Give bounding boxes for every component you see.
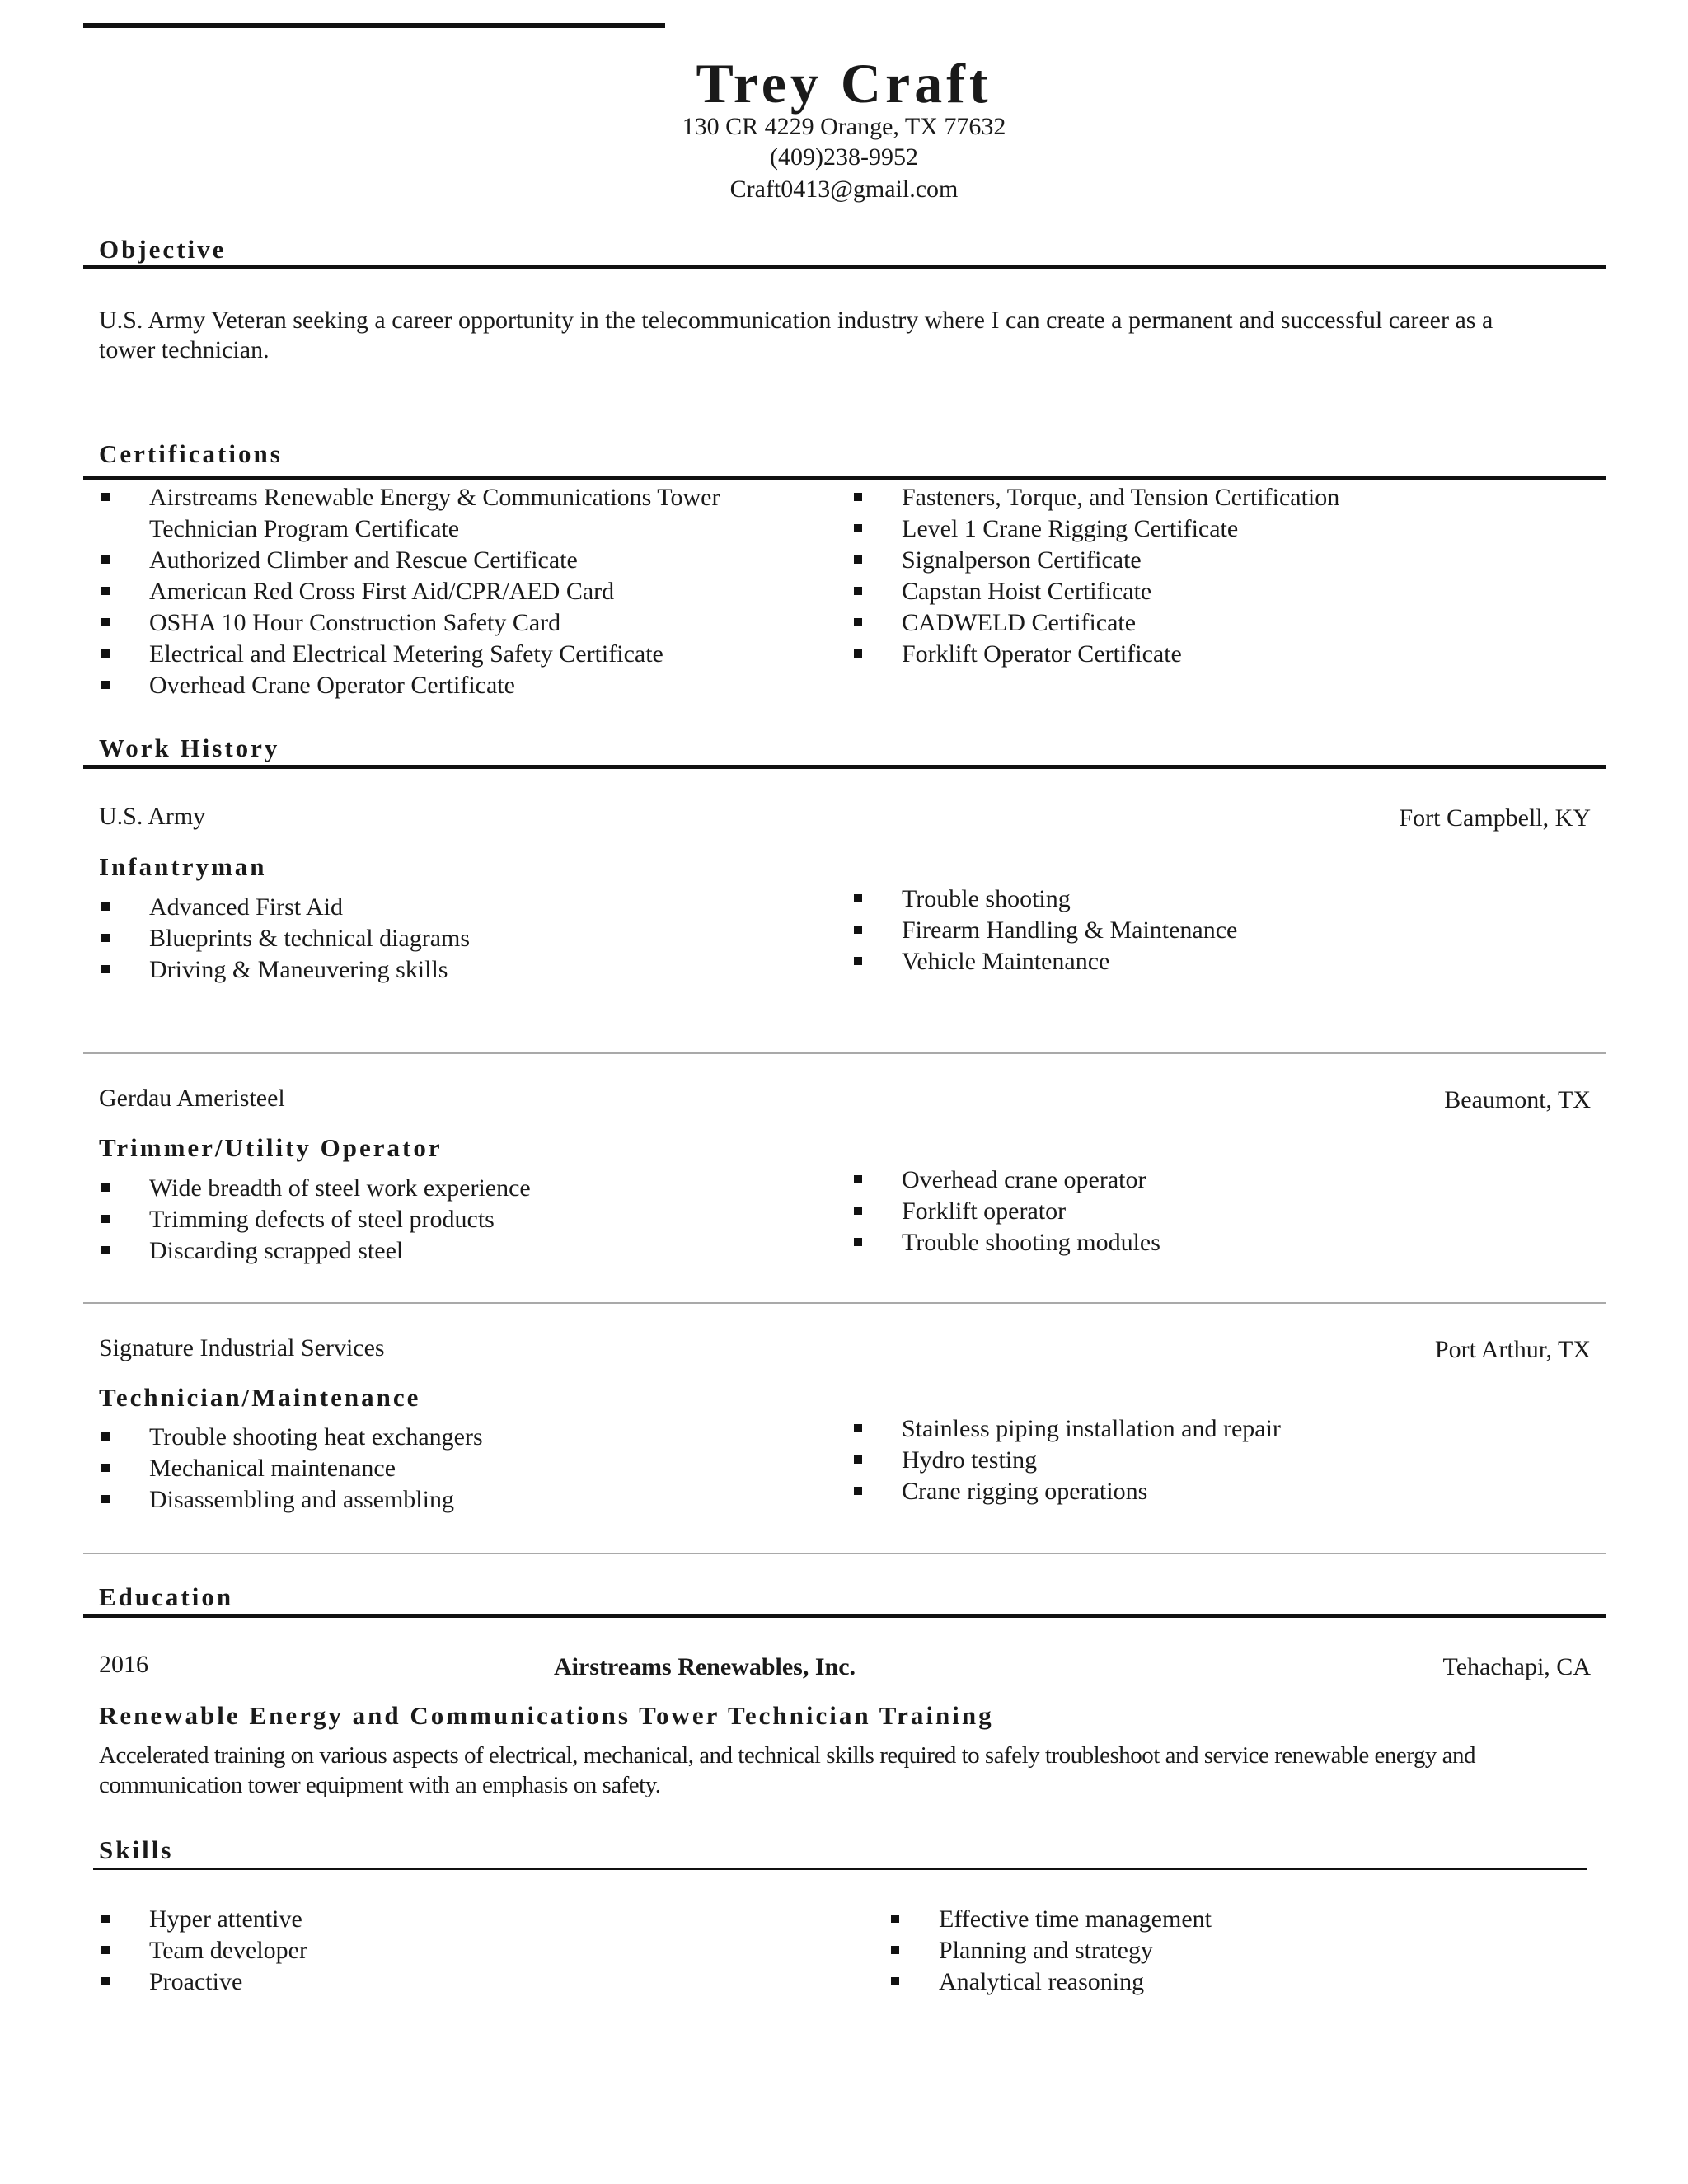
list-item: Discarding scrapped steel xyxy=(99,1235,799,1267)
school-location: Tehachapi, CA xyxy=(1442,1653,1591,1680)
list-item: Proactive xyxy=(99,1966,799,1998)
objective-heading: Objective xyxy=(99,235,227,264)
list-item: Signalperson Certificate xyxy=(851,545,1593,576)
objective-text: U.S. Army Veteran seeking a career opportunity in the telecommunication industry where I can create a permanent and successful career as a tower technician. xyxy=(99,307,1493,363)
certifications-right-list xyxy=(851,482,1593,670)
list-item: Overhead crane operator xyxy=(851,1165,1593,1196)
certifications-left-list xyxy=(99,482,799,701)
job-duties-left xyxy=(99,1422,799,1516)
top-rule xyxy=(83,23,665,28)
list-item: Fasteners, Torque, and Tension Certification xyxy=(851,482,1593,513)
list-item: Driving & Maneuvering skills xyxy=(99,954,799,986)
list-item: Hydro testing xyxy=(851,1445,1593,1476)
list-item: Effective time management xyxy=(889,1904,1597,1935)
list-item: Forklift operator xyxy=(851,1196,1593,1227)
job-divider xyxy=(83,1302,1606,1304)
job-location: Fort Campbell, KY xyxy=(1399,804,1591,832)
program-description: Accelerated training on various aspects of electrical, mechanical, and technical skills required to safely troubleshoot and service renewable energy and communication tower equipment with an emphasis on safety. xyxy=(99,1742,1475,1798)
list-item: Advanced First Aid xyxy=(99,892,799,923)
list-item: Level 1 Crane Rigging Certificate xyxy=(851,513,1593,545)
work-history-rule xyxy=(83,765,1606,769)
address: 130 CR 4229 Orange, TX 77632 xyxy=(682,113,1006,140)
list-item: Planning and strategy xyxy=(889,1935,1597,1966)
employer: U.S. Army xyxy=(99,803,206,830)
list-item: Trimming defects of steel products xyxy=(99,1204,799,1235)
list-item: Mechanical maintenance xyxy=(99,1453,799,1484)
job-duties-right xyxy=(851,1165,1593,1258)
list-item: Disassembling and assembling xyxy=(99,1484,799,1516)
job-duties-left xyxy=(99,1173,799,1267)
list-item: Trouble shooting heat exchangers xyxy=(99,1422,799,1453)
email[interactable]: Craft0413@gmail.com xyxy=(729,176,959,203)
job-title: Trimmer/Utility Operator xyxy=(99,1133,443,1162)
list-item: Capstan Hoist Certificate xyxy=(851,576,1593,607)
skills-rule xyxy=(93,1868,1587,1870)
employer: Gerdau Ameristeel xyxy=(99,1085,285,1112)
job-divider xyxy=(83,1553,1606,1554)
list-item: Firearm Handling & Maintenance xyxy=(851,915,1593,946)
job-duties-right xyxy=(851,1413,1593,1507)
list-item: Trouble shooting modules xyxy=(851,1227,1593,1258)
list-item: OSHA 10 Hour Construction Safety Card xyxy=(99,607,799,639)
list-item: Team developer xyxy=(99,1935,799,1966)
list-item: Wide breadth of steel work experience xyxy=(99,1173,799,1204)
skills-left-list xyxy=(99,1904,799,1998)
list-item: Stainless piping installation and repair xyxy=(851,1413,1593,1445)
skills-right-list xyxy=(889,1904,1597,1998)
applicant-name: Trey Craft xyxy=(696,52,992,115)
list-item: Airstreams Renewable Energy & Communications Tower Technician Program Certificate xyxy=(99,482,799,545)
job-location: Beaumont, TX xyxy=(1444,1086,1591,1113)
job-location: Port Arthur, TX xyxy=(1434,1336,1591,1363)
education-heading: Education xyxy=(99,1582,234,1611)
list-item: Authorized Climber and Rescue Certificate xyxy=(99,545,799,576)
list-item: Blueprints & technical diagrams xyxy=(99,923,799,954)
phone: (409)238-9952 xyxy=(770,143,918,171)
list-item: Crane rigging operations xyxy=(851,1476,1593,1507)
job-divider xyxy=(83,1052,1606,1054)
certifications-rule xyxy=(83,476,1606,480)
education-year: 2016 xyxy=(99,1651,148,1678)
school-name: Airstreams Renewables, Inc. xyxy=(553,1653,856,1680)
certifications-heading: Certifications xyxy=(99,439,283,468)
list-item: Trouble shooting xyxy=(851,883,1593,915)
list-item: Analytical reasoning xyxy=(889,1966,1597,1998)
list-item: Vehicle Maintenance xyxy=(851,946,1593,977)
job-title: Technician/Maintenance xyxy=(99,1383,421,1412)
list-item: Forklift Operator Certificate xyxy=(851,639,1593,670)
job-duties-left xyxy=(99,892,799,986)
program-title: Renewable Energy and Communications Tower Technician Training xyxy=(99,1701,994,1730)
list-item: Electrical and Electrical Metering Safety Certificate xyxy=(99,639,799,670)
employer: Signature Industrial Services xyxy=(99,1334,385,1361)
list-item: American Red Cross First Aid/CPR/AED Card xyxy=(99,576,799,607)
work-history-heading: Work History xyxy=(99,733,280,762)
objective-rule xyxy=(83,265,1606,269)
education-rule xyxy=(83,1614,1606,1618)
list-item: Hyper attentive xyxy=(99,1904,799,1935)
job-duties-right xyxy=(851,883,1593,977)
list-item: Overhead Crane Operator Certificate xyxy=(99,670,799,701)
skills-heading: Skills xyxy=(99,1835,174,1864)
list-item: CADWELD Certificate xyxy=(851,607,1593,639)
job-title: Infantryman xyxy=(99,852,267,881)
